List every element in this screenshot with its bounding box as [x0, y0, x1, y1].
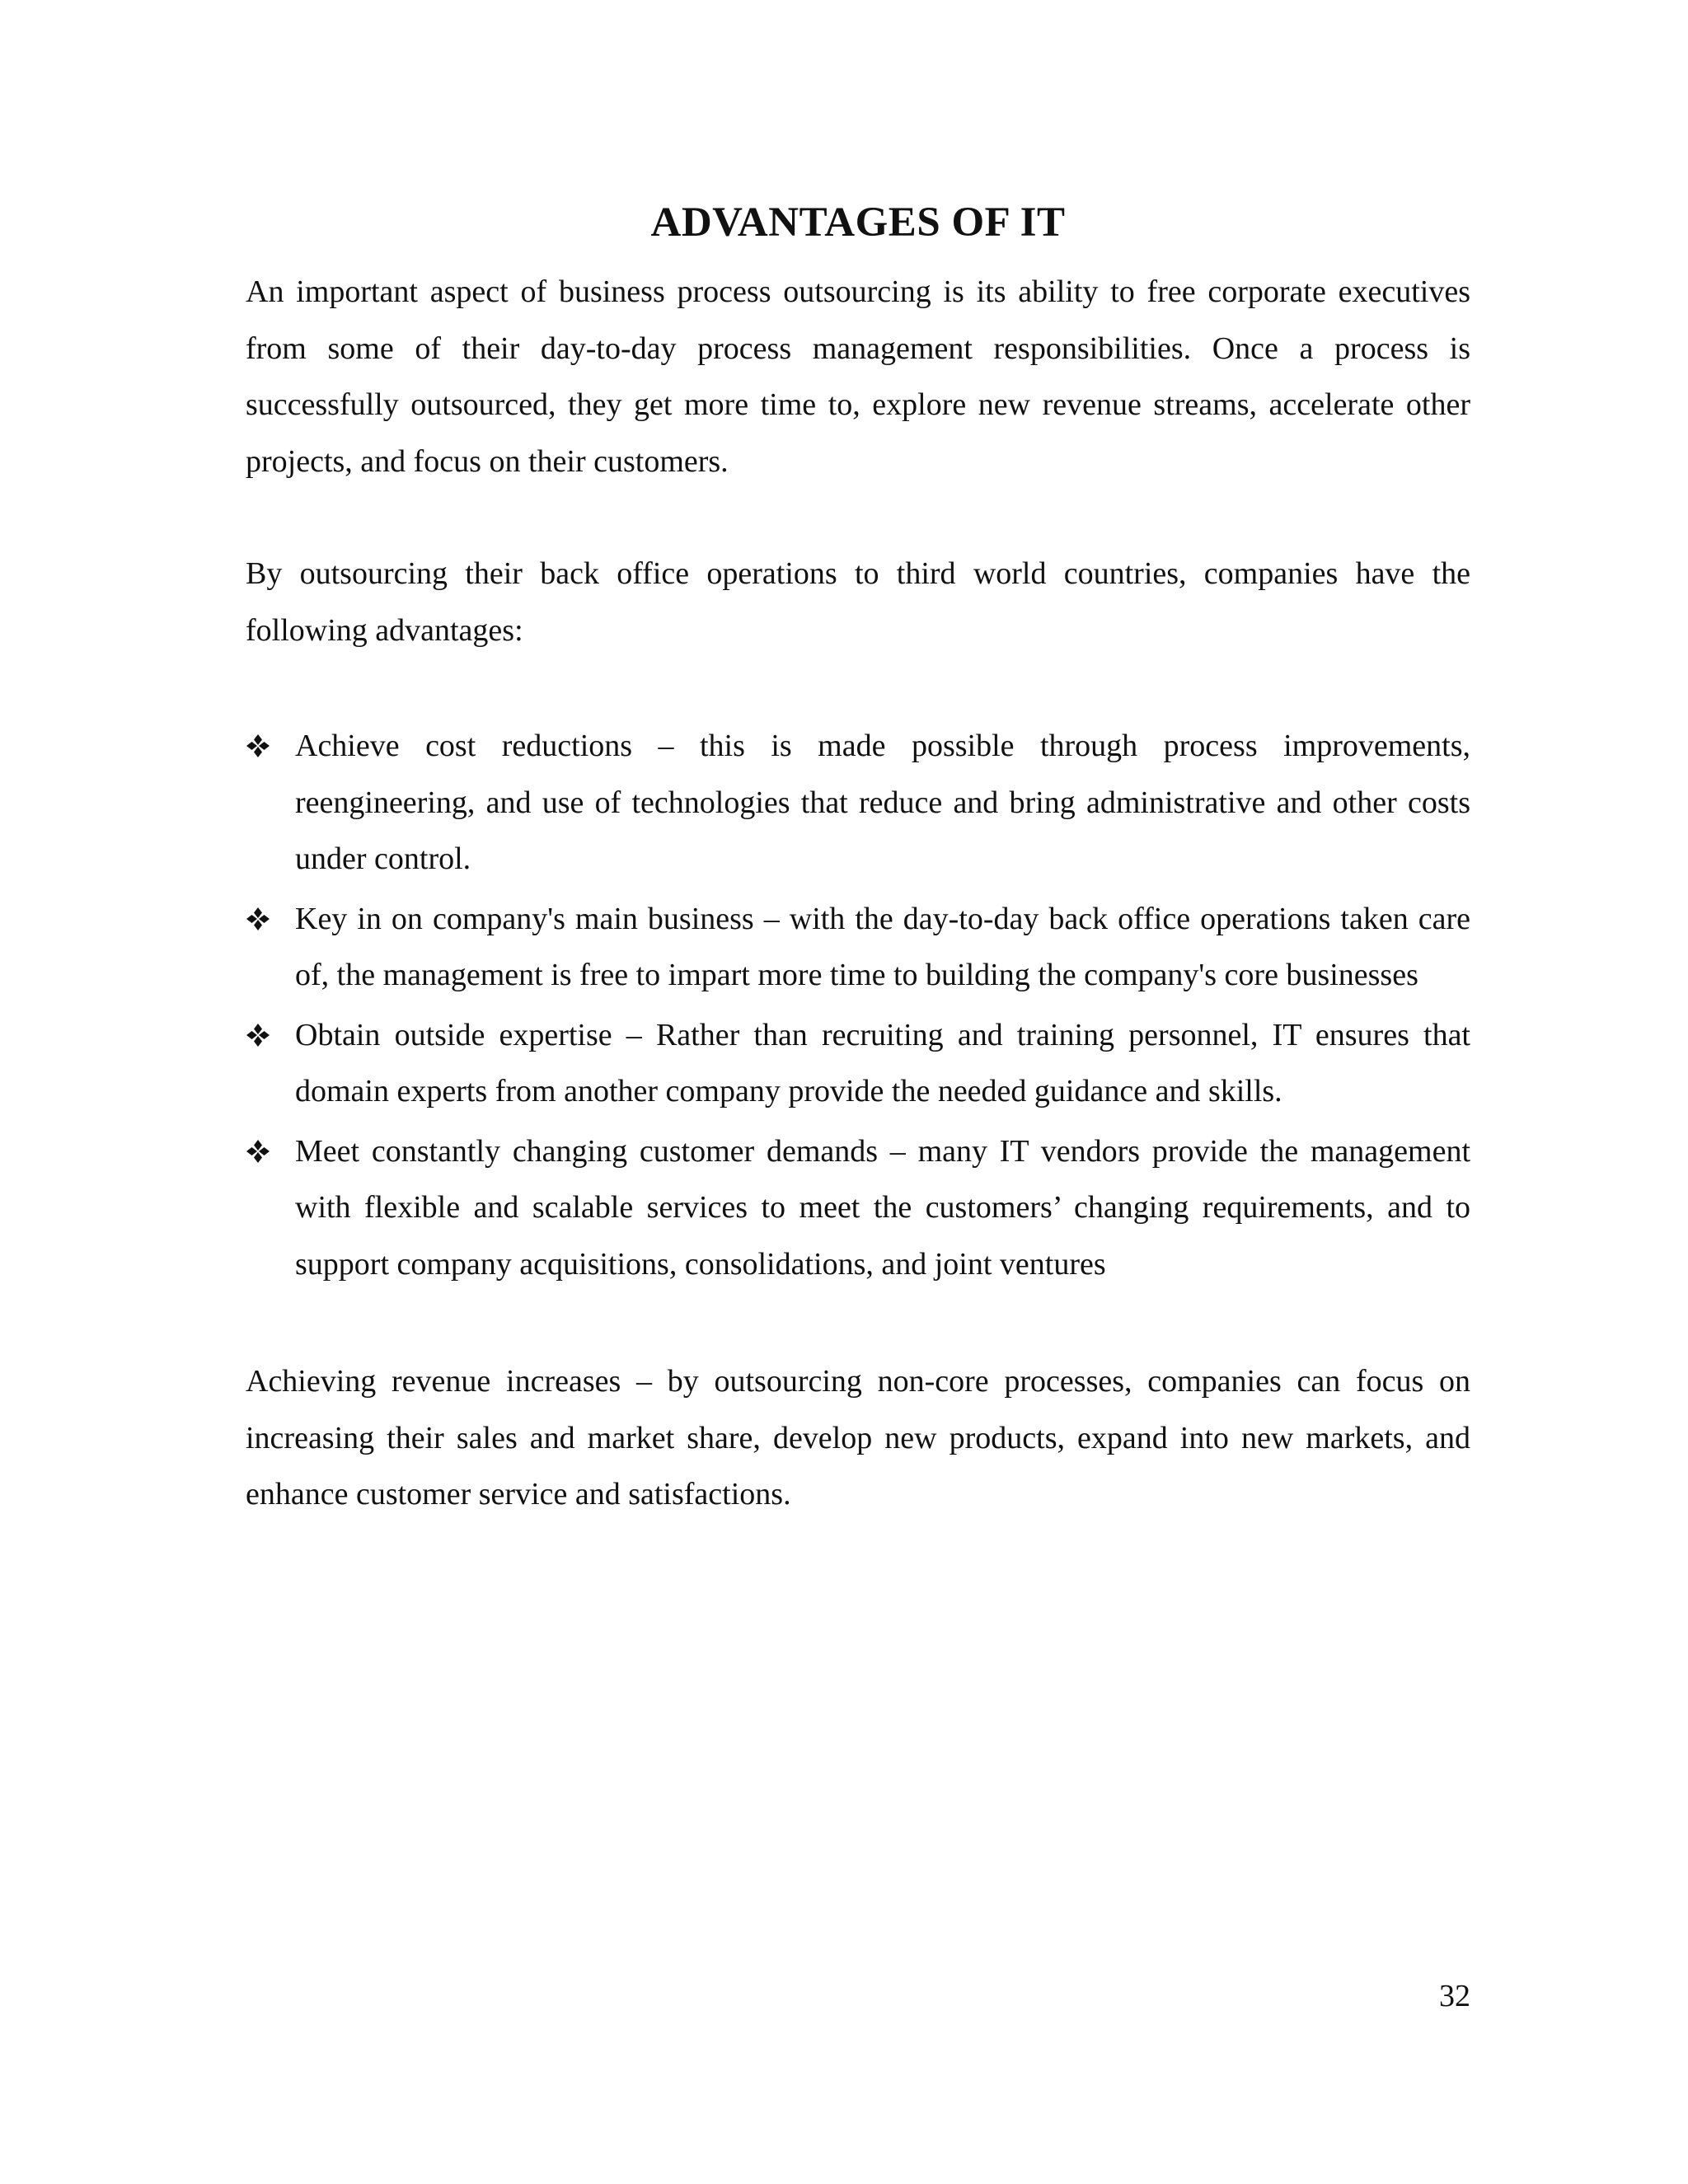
page-number: 32 [1439, 1979, 1470, 2013]
four-diamond-bullet-icon [246, 718, 279, 774]
four-diamond-bullet-icon [246, 1007, 279, 1063]
list-item [246, 1007, 1470, 1120]
advantages-lead-paragraph: By outsourcing their back office operations to third world countries, companies have the following advantages: [246, 556, 1470, 648]
list-item-text: Meet constantly changing customer demands – many IT vendors provide the management with flexible and scalable services to meet the customers’ changing requirements, and to support company acquisitions, consolidations, and joint ventures [295, 1133, 1470, 1282]
four-diamond-bullet-icon [246, 891, 279, 947]
four-diamond-bullet-icon [246, 1123, 279, 1179]
list-item [246, 891, 1470, 1004]
list-item [246, 1123, 1470, 1293]
intro-paragraph: An important aspect of business process outsourcing is its ability to free corporate executives from some of their day-to-day process management responsibilities. Once a process is successfully outsourced, they get more time to, explore new revenue streams, accelerate other projects, and focus on their customers. [246, 274, 1470, 479]
closing-paragraph: Achieving revenue increases – by outsourcing non-core processes, companies can focus on increasing their sales and market share, develop new products, expand into new markets, and enhance customer service and satisfactions. [246, 1364, 1470, 1511]
list-item-text: Key in on company's main business – with the day-to-day back office operations taken care of, the management is free to impart more time to building the company's core businesses [295, 901, 1470, 992]
list-item-text: Achieve cost reductions – this is made possible through process improvements, reengineering, and use of technologies that reduce and bring administrative and other costs under control. [295, 729, 1470, 876]
advantages-list [246, 718, 1470, 1296]
page-title: ADVANTAGES OF IT [650, 199, 1066, 246]
list-item-text: Obtain outside expertise – Rather than recruiting and training personnel, IT ensures that domain experts from another company provide the needed guidance and skills. [295, 1017, 1470, 1108]
list-item [246, 718, 1470, 888]
